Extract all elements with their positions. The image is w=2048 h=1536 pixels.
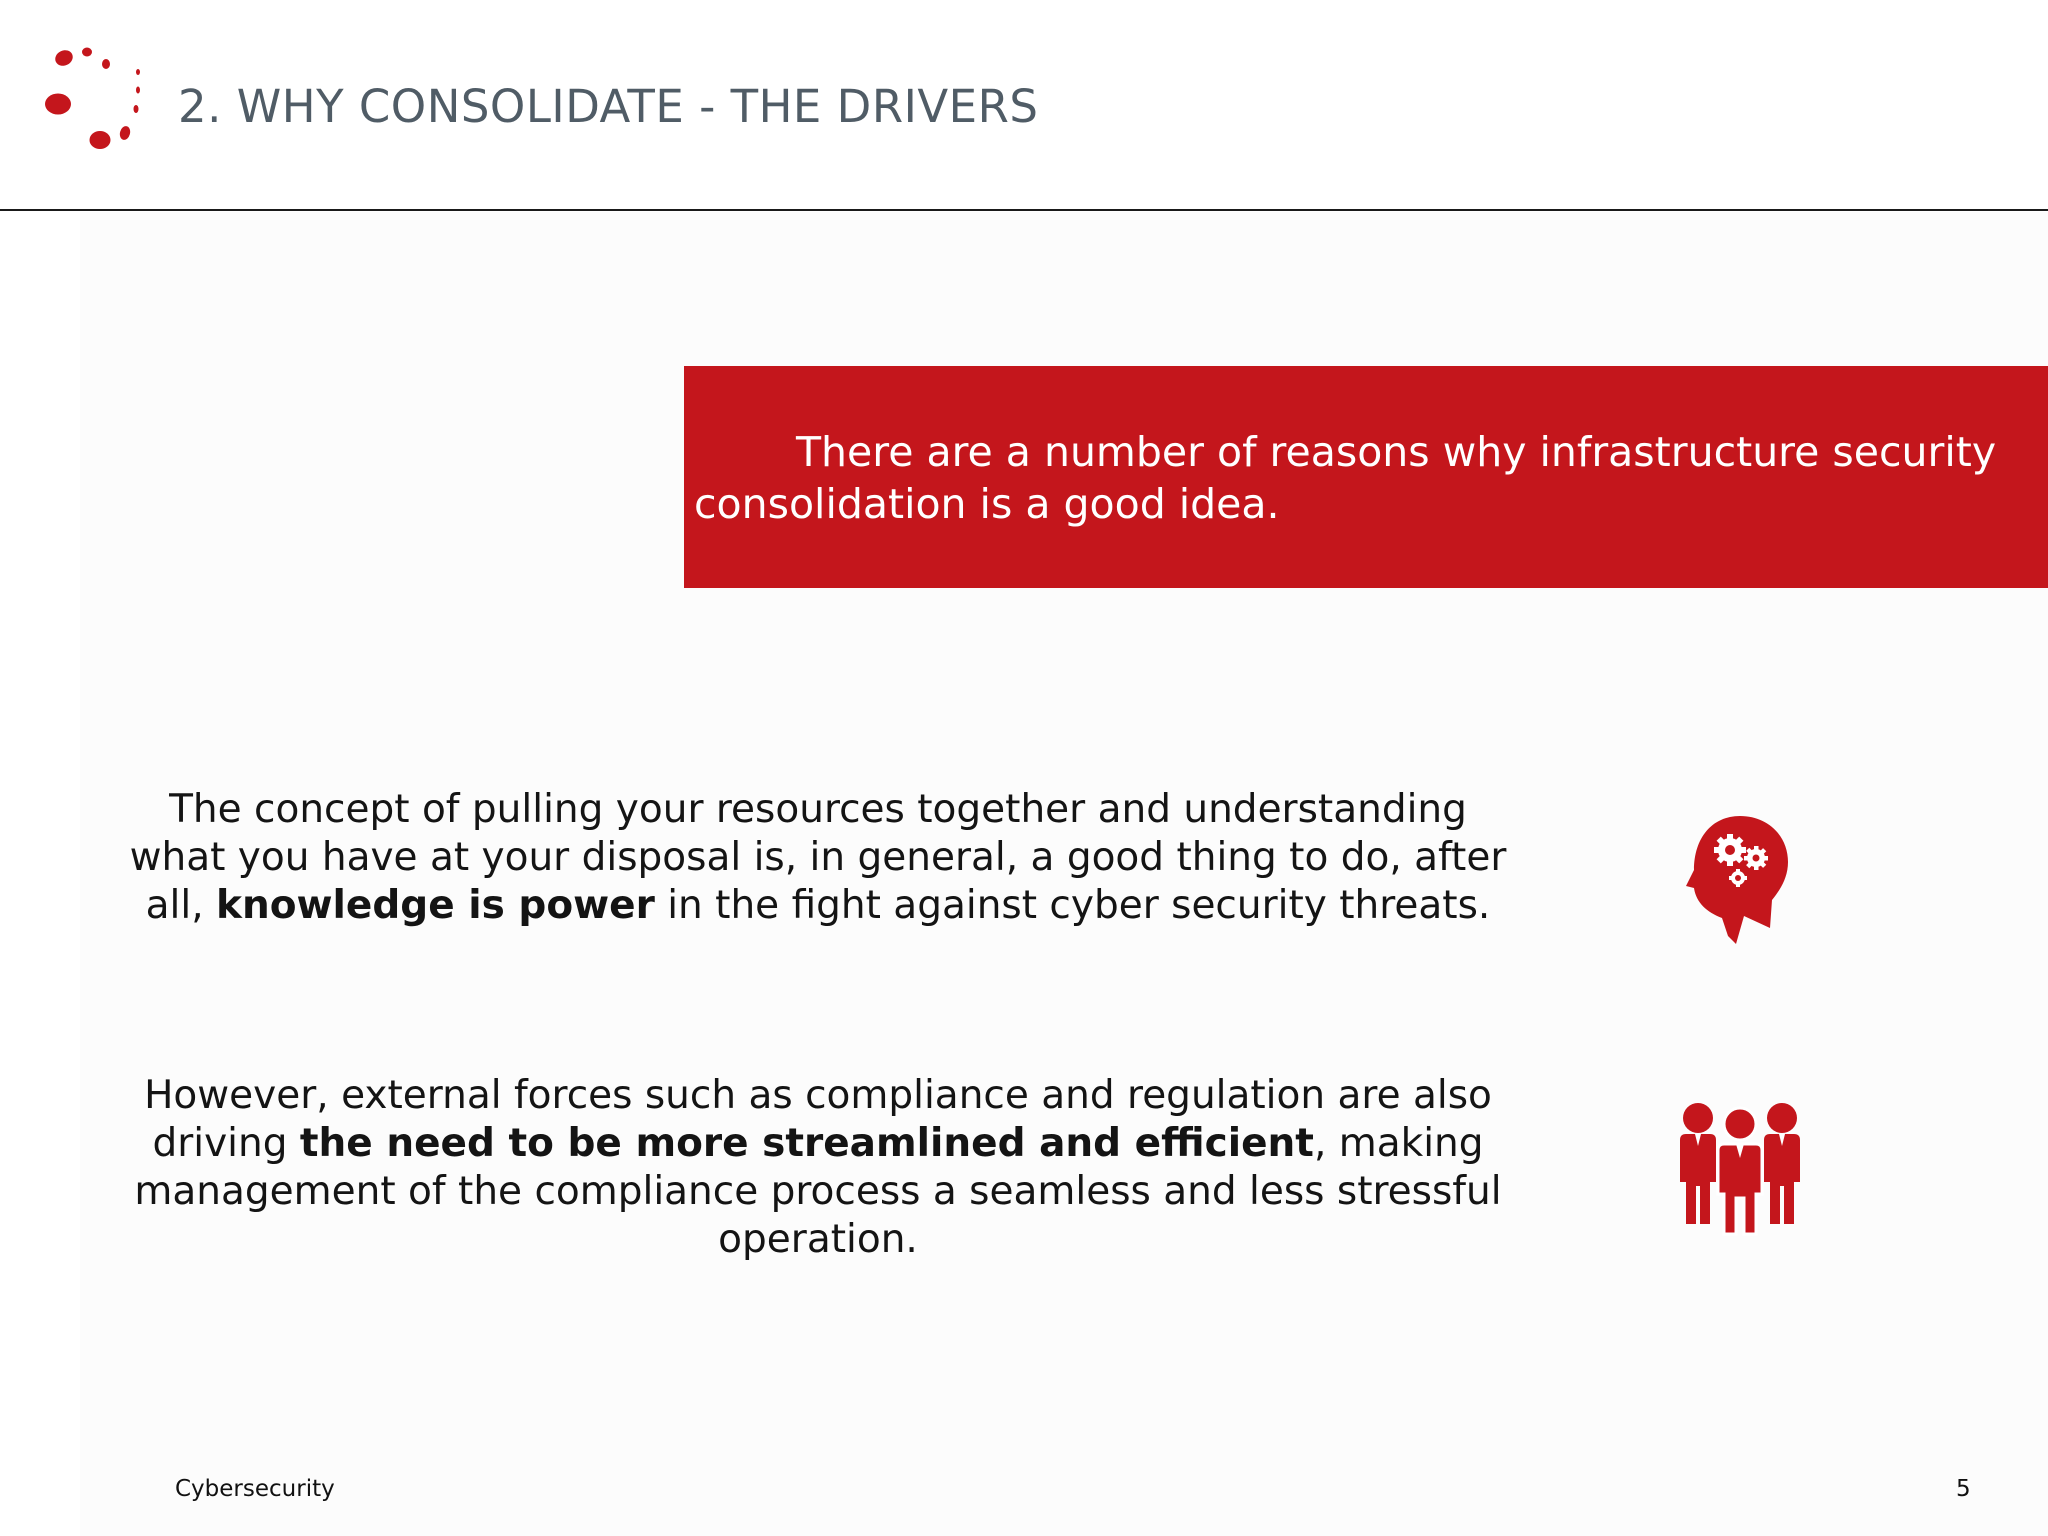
paragraph-text: , making management of the compliance process a seamless and less stressful operation. (134, 1121, 1502, 1262)
red-dot-spinner-logo (40, 38, 150, 168)
page-number: 5 (1956, 1476, 1971, 1502)
paragraph-emphasis: knowledge is power (216, 883, 655, 928)
header-divider (0, 209, 2048, 211)
paragraph-emphasis: the need to be more streamlined and efficient (299, 1121, 1314, 1166)
callout-text: There are a number of reasons why infrastructure security consolidation is a good idea. (694, 428, 1997, 528)
paragraph-knowledge (120, 786, 1516, 930)
page-title: 2. WHY CONSOLIDATE - THE DRIVERS (178, 80, 1039, 133)
footer-label: Cybersecurity (175, 1476, 335, 1502)
paragraph-text: in the fight against cyber security threats. (654, 883, 1491, 928)
head-gears-icon (1682, 812, 1794, 950)
callout-box (684, 366, 2048, 588)
paragraph-compliance (120, 1072, 1516, 1264)
paragraph-text: The concept of pulling your resources together and understanding what you have at your disposal is, in general, a good thing to do, after all, (129, 787, 1507, 928)
team-people-icon (1676, 1100, 1804, 1236)
paragraph-text: However, external forces such as compliance and regulation are also driving (144, 1073, 1492, 1166)
